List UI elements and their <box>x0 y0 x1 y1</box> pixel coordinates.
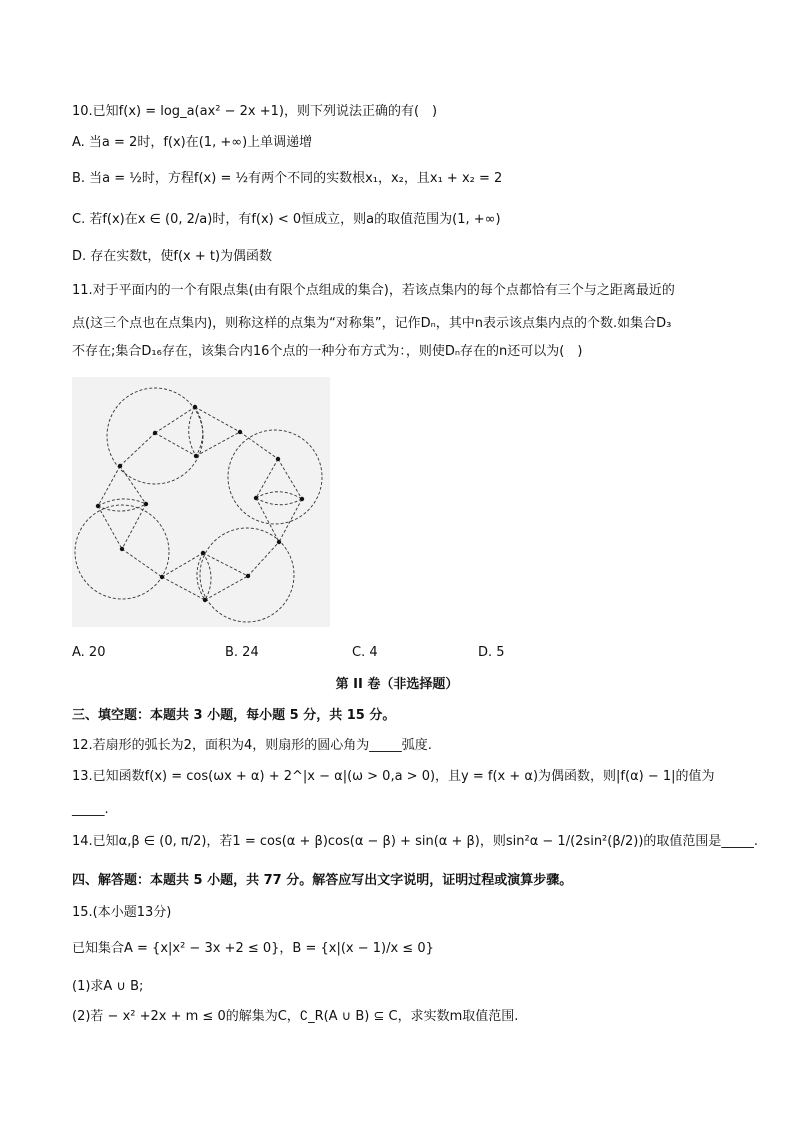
q10-option-a: A. 当a = 2时，f(x)在(1, +∞)上单调递增 <box>72 135 313 150</box>
symmetric-set-diagram <box>72 377 330 627</box>
q11-line-1: 11.对于平面内的一个有限点集(由有限个点组成的集合)，若该点集内的每个点都恰有三个与之距离最近的 <box>72 283 675 298</box>
point <box>238 430 242 434</box>
circle-left <box>75 505 169 599</box>
fill-in-header: 三、填空题：本题共 3 小题，每小题 5 分，共 15 分。 <box>72 708 396 723</box>
q15-part-1: (1)求A ∪ B; <box>72 979 144 994</box>
point <box>201 551 205 555</box>
symmetric-set-figure <box>72 377 330 627</box>
point <box>160 575 164 579</box>
q10-option-c: C. 若f(x)在x ∈ (0, 2/a)时，有f(x) < 0恒成立，则a的取值范围为(1, +∞) <box>72 212 501 227</box>
q10-stem: 10.已知f(x) = log_a(ax² − 2x +1)，则下列说法正确的有( ) <box>72 104 438 119</box>
circle-top-left <box>107 388 203 484</box>
solve-header: 四、解答题：本题共 5 小题，共 77 分。解答应写出文字说明，证明过程或演算步骤。 <box>72 873 573 888</box>
q15-title: 15.(本小题13分) <box>72 905 172 920</box>
q13-line-2: _____. <box>72 802 109 817</box>
point <box>144 502 148 506</box>
section-title: 第 II 卷（非选择题） <box>335 677 459 692</box>
q11-option-c: C. 4 <box>352 645 378 660</box>
q11-option-a: A. 20 <box>72 645 106 660</box>
q14: 14.已知α,β ∈ (0, π/2)，若1 = cos(α + β)cos(α − β) + sin(α + β)，则sin²α − 1/(2sin²(β/2))的取值范围是_____. <box>72 834 759 849</box>
point <box>194 454 198 458</box>
point <box>118 464 122 468</box>
q15-part-2: (2)若 − x² +2x + m ≤ 0的解集为C，∁_R(A ∪ B) ⊆ C，求实数m取值范围. <box>72 1009 519 1024</box>
q11-option-d: D. 5 <box>478 645 505 660</box>
point <box>254 496 258 500</box>
circle-right <box>228 430 322 524</box>
point <box>276 457 280 461</box>
point <box>246 574 250 578</box>
q13-line-1: 13.已知函数f(x) = cos(ωx + α) + 2^|x − α|(ω > 0,a > 0)，且y = f(x + α)为偶函数，则|f(α) − 1|的值为 <box>72 769 715 784</box>
q11-line-2: 点(这三个点也在点集内)，则称这样的点集为“对称集”，记作Dₙ，其中n表示该点集内点的个数.如集合D₃ <box>72 316 672 331</box>
q10-option-d: D. 存在实数t，使f(x + t)为偶函数 <box>72 249 273 264</box>
point <box>203 598 207 602</box>
q11-line-3: 不存在;集合D₁₆存在，该集合内16个点的一种分布方式为：，则使Dₙ存在的n还可以为( ) <box>72 344 583 359</box>
q15-given: 已知集合A = {x|x² − 3x +2 ≤ 0}，B = {x|(x − 1)/x ≤ 0} <box>72 941 434 956</box>
point <box>120 547 124 551</box>
point <box>277 540 281 544</box>
point <box>153 431 157 435</box>
q10-option-b: B. 当a = ½时，方程f(x) = ½有两个不同的实数根x₁，x₂，且x₁ + x₂ = 2 <box>72 171 503 186</box>
point <box>193 405 197 409</box>
q11-option-b: B. 24 <box>225 645 259 660</box>
point <box>96 504 100 508</box>
q12: 12.若扇形的弧长为2，面积为4，则扇形的圆心角为_____弧度. <box>72 738 432 753</box>
point <box>300 497 304 501</box>
